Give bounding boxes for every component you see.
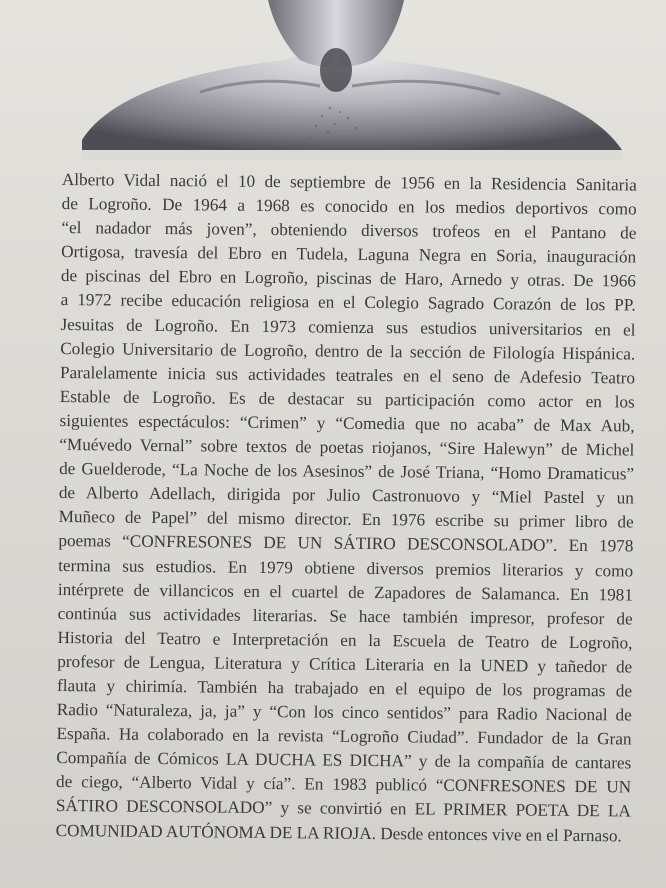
text-line: Estable de Logroño. Es de destacar su participación como actor en los: [59, 386, 635, 412]
text-line: de Guelderode, “La Noche de los Asesinos” de José Triana, “Homo Dramaticus”: [59, 459, 635, 484]
text-line: de ciego, “Alberto Vidal y cía”. En 1983 publicó “CONFRESONES DE UN: [56, 772, 632, 797]
text-line: flauta y chirimía. También ha trabajado en el equipo de los programas de: [56, 675, 633, 701]
text-line: Radio “Naturaleza, ja, ja” y “Con los cinco sentidos” para Radio Nacional de: [56, 700, 632, 725]
text-line: “el nadador más joven”, obteniendo diversos trofeos en el Pantano de: [61, 218, 637, 243]
text-line: Paralelamente inicia sus actividades teatrales en el seno de Adefesio Teatro: [59, 362, 636, 388]
text-line: Muñeco de Papel” del mismo director. En 1976 escribe su primer libro de: [58, 507, 634, 532]
text-line: “Muévedo Vernal” sobre textos de poetas riojanos, “Sire Halewyn” de Michel: [59, 435, 635, 460]
text-line: de Logroño. De 1964 a 1968 es conocido en los medios deportivos como: [61, 194, 637, 219]
text-line: de Alberto Adellach, dirigida por Julio Castronuovo y “Miel Pastel y un: [58, 483, 634, 508]
text-line: de piscinas del Ebro en Logroño, piscinas de Haro, Arnedo y otras. De 1966: [60, 266, 637, 291]
text-line: Jesuitas de Logroño. En 1973 comienza sus estudios universitarios en el: [60, 314, 636, 340]
text-line: COMUNIDAD AUTÓNOMA DE LA RIOJA. Desde entonces vive en el Parnaso.: [55, 820, 622, 845]
text-line: Historia del Teatro e Interpretación en la Escuela de Teatro de Logroño,: [57, 627, 633, 653]
text-line: a 1972 recibe educación religiosa en el Colegio Sagrado Corazón de los PP.: [60, 290, 636, 315]
biography-text: [56, 168, 637, 848]
text-line: siguientes espectáculos: “Crimen” y “Comedia que no acaba” de Max Aub,: [59, 410, 635, 436]
text-line: termina sus estudios. En 1979 obtiene diversos premios literarios y como: [58, 555, 634, 581]
text-line: continúa sus actividades literarias. Se hace también impresor, profesor de: [57, 603, 633, 629]
text-line: Ortigosa, travesía del Ebro en Tudela, Laguna Negra en Soria, inauguración: [61, 242, 637, 267]
portrait-shoulders-photo: [0, 0, 666, 160]
text-line: SÁTIRO DESCONSOLADO” y se convirtió en EL PRIMER POETA DE LA: [55, 796, 631, 821]
text-line: poemas “CONFRESONES DE UN SÁTIRO DESCONSOLADO”. En 1978: [58, 531, 634, 556]
text-line: profesor de Lengua, Literatura y Crítica Literaria en la UNED y tañedor de: [57, 651, 633, 677]
portrait-photo-icon: [0, 0, 666, 160]
text-line: Alberto Vidal nació el 10 de septiembre de 1956 en la Residencia Sanitaria: [61, 169, 637, 195]
text-line: Colegio Universitario de Logroño, dentro de la sección de Filología Hispánica.: [60, 338, 636, 364]
text-line: intérprete de villancicos en el cuartel de Zapadores de Salamanca. En 1981: [57, 579, 634, 605]
text-line: Compañía de Cómicos LA DUCHA ES DICHA” y de la compañía de cantares: [56, 748, 632, 773]
text-line: España. Ha colaborado en la revista “Logroño Ciudad”. Fundador de la Gran: [56, 724, 632, 749]
